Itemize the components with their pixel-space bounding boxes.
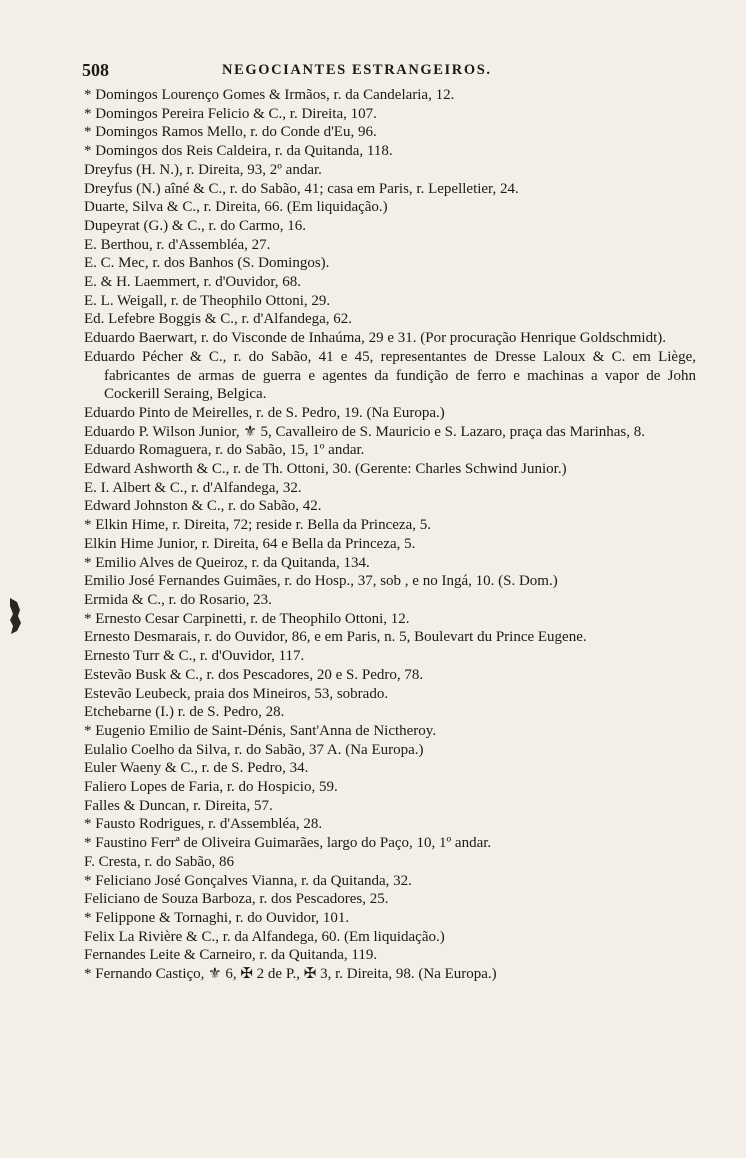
list-item: Etchebarne (I.) r. de S. Pedro, 28.	[84, 704, 285, 721]
directory-entries	[84, 86, 696, 984]
list-item: Falles & Duncan, r. Direita, 57.	[84, 797, 273, 814]
list-item: Eduardo P. Wilson Junior, ⚜ 5, Cavalleiro de S. Mauricio e S. Lazaro, praça das Marinhas, 8.	[84, 423, 646, 440]
list-item: * Faustino Ferrª de Oliveira Guimarães, largo do Paço, 10, 1º andar.	[84, 835, 492, 852]
list-item: Edward Ashworth & C., r. de Th. Ottoni, 30. (Gerente: Charles Schwind Junior.)	[84, 461, 567, 478]
list-item: E. Berthou, r. d'Assembléa, 27.	[84, 236, 271, 253]
running-title: NEGOCIANTES ESTRANGEIROS.	[222, 62, 492, 78]
list-item: Ermida & C., r. do Rosario, 23.	[84, 591, 272, 608]
list-item: Dreyfus (H. N.), r. Direita, 93, 2º andar.	[84, 161, 322, 178]
list-item: Emilio José Fernandes Guimães, r. do Hosp., 37, sob , e no Ingá, 10. (S. Dom.)	[84, 573, 558, 590]
list-item: * Fernando Castiço, ⚜ 6, ✠ 2 de P., ✠ 3, r. Direita, 98. (Na Europa.)	[84, 966, 497, 983]
list-item: Euler Waeny & C., r. de S. Pedro, 34.	[84, 760, 309, 777]
list-item: Fernandes Leite & Carneiro, r. da Quitanda, 119.	[84, 947, 378, 964]
list-item: * Ernesto Cesar Carpinetti, r. de Theophilo Ottoni, 12.	[84, 610, 410, 627]
margin-hand-mark	[8, 596, 22, 636]
list-item: * Domingos Lourenço Gomes & Irmãos, r. da Candelaria, 12.	[84, 87, 455, 103]
list-item: Eduardo Baerwart, r. do Visconde de Inhaúma, 29 e 31. (Por procuração Henrique Goldschmidt).	[84, 330, 666, 347]
list-item: * Fausto Rodrigues, r. d'Assembléa, 28.	[84, 816, 323, 833]
list-item: Eduardo Pinto de Meirelles, r. de S. Pedro, 19. (Na Europa.)	[84, 404, 445, 421]
list-item: Faliero Lopes de Faria, r. do Hospicio, 59.	[84, 779, 338, 796]
list-item: E. C. Mec, r. dos Banhos (S. Domingos).	[84, 255, 330, 272]
list-item: Dreyfus (N.) aîné & C., r. do Sabão, 41; casa em Paris, r. Lepelletier, 24.	[84, 180, 519, 197]
list-item: Ed. Lefebre Boggis & C., r. d'Alfandega, 62.	[84, 311, 353, 328]
list-item: F. Cresta, r. do Sabão, 86	[84, 853, 235, 870]
list-item: Feliciano de Souza Barboza, r. dos Pescadores, 25.	[84, 891, 389, 908]
list-item: * Feliciano José Gonçalves Vianna, r. da Quitanda, 32.	[84, 872, 412, 889]
list-item: Edward Johnston & C., r. do Sabão, 42.	[84, 498, 322, 515]
list-item: Eduardo Pécher & C., r. do Sabão, 41 e 45, representantes de Dresse Laloux & C. em Liège, fabricantes de armas de guerra e agentes da fundição de ferro e machinas a vapor de John Cockerill Seraing, Belgica.	[84, 348, 696, 403]
list-item: Ernesto Desmarais, r. do Ouvidor, 86, e em Paris, n. 5, Boulevart du Prince Eugene.	[84, 629, 587, 646]
list-item: E. L. Weigall, r. de Theophilo Ottoni, 29.	[84, 292, 331, 309]
page-header	[82, 60, 654, 80]
list-item: * Domingos Pereira Felicio & C., r. Direita, 107.	[84, 105, 377, 122]
list-item: Estevão Leubeck, praia dos Mineiros, 53, sobrado.	[84, 685, 389, 702]
list-item: E. & H. Laemmert, r. d'Ouvidor, 68.	[84, 274, 302, 291]
list-item: Ernesto Turr & C., r. d'Ouvidor, 117.	[84, 648, 305, 665]
list-item: Eduardo Romaguera, r. do Sabão, 15, 1º andar.	[84, 442, 365, 459]
list-item: * Domingos dos Reis Caldeira, r. da Quitanda, 118.	[84, 143, 393, 160]
list-item: * Domingos Ramos Mello, r. do Conde d'Eu, 96.	[84, 124, 377, 141]
page-number: 508	[82, 60, 109, 80]
list-item: * Felippone & Tornaghi, r. do Ouvidor, 101.	[84, 909, 350, 926]
list-item: Eulalio Coelho da Silva, r. do Sabão, 37 A. (Na Europa.)	[84, 741, 424, 758]
list-item: Elkin Hime Junior, r. Direita, 64 e Bella da Princeza, 5.	[84, 535, 416, 552]
list-item: Estevão Busk & C., r. dos Pescadores, 20 e S. Pedro, 78.	[84, 666, 424, 683]
list-item: Dupeyrat (G.) & C., r. do Carmo, 16.	[84, 217, 307, 234]
list-item: * Eugenio Emilio de Saint-Dénis, Sant'Anna de Nictheroy.	[84, 722, 437, 739]
list-item: * Elkin Hime, r. Direita, 72; reside r. Bella da Princeza, 5.	[84, 517, 431, 534]
list-item: * Emilio Alves de Queiroz, r. da Quitanda, 134.	[84, 554, 370, 571]
list-item: E. I. Albert & C., r. d'Alfandega, 32.	[84, 479, 302, 496]
list-item: Duarte, Silva & C., r. Direita, 66. (Em liquidação.)	[84, 199, 388, 216]
list-item: Felix La Rivière & C., r. da Alfandega, 60. (Em liquidação.)	[84, 928, 445, 945]
